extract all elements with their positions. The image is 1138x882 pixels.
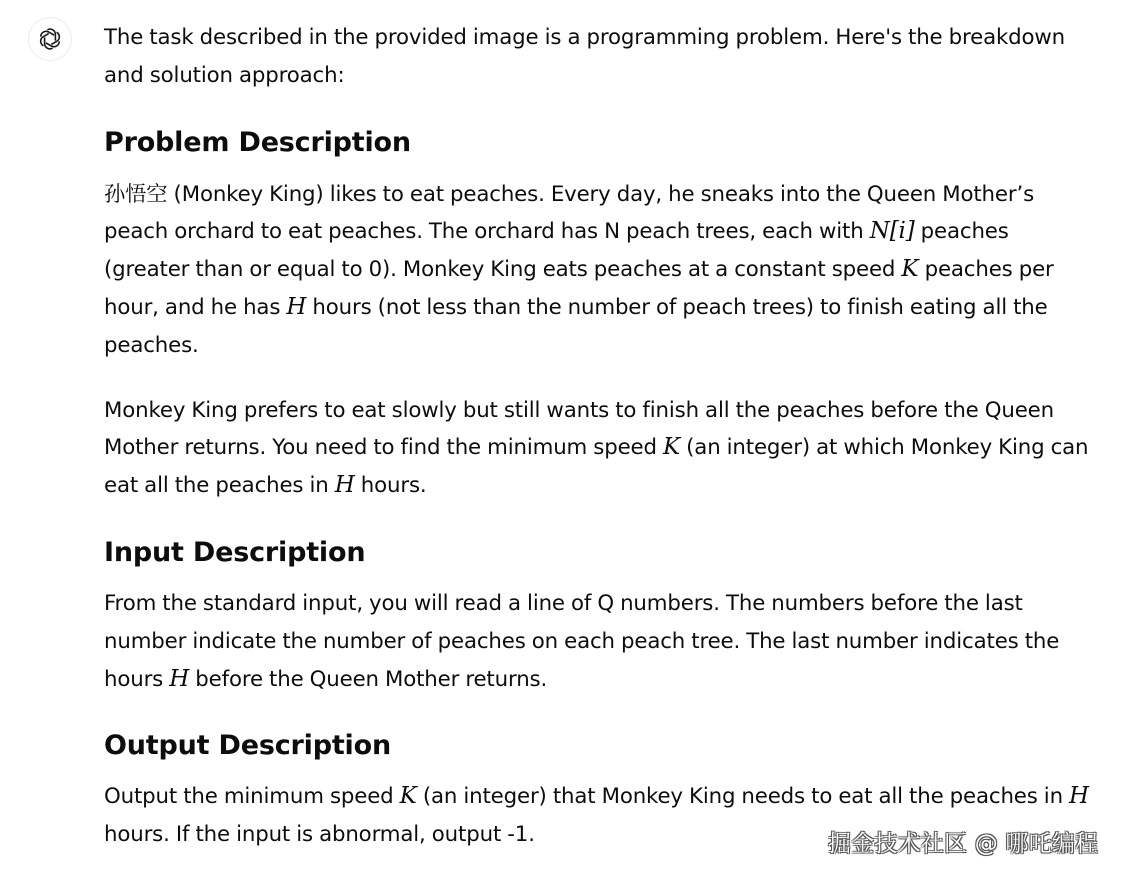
math-k: K bbox=[662, 434, 681, 461]
math-h: H bbox=[334, 472, 355, 499]
math-n-i: N[i] bbox=[869, 218, 915, 245]
problem-paragraph-1 bbox=[104, 176, 1094, 365]
text-run: (an integer) that Monkey King needs to eat all the peaches in bbox=[416, 784, 1070, 810]
openai-logo-icon bbox=[37, 26, 63, 52]
math-h: H bbox=[1069, 783, 1089, 810]
assistant-message bbox=[104, 19, 1094, 854]
text-run: hours. bbox=[354, 473, 427, 499]
math-k: K bbox=[901, 256, 919, 283]
heading-problem-description: Problem Description bbox=[104, 126, 411, 158]
text-run: peaches per hour, and he has bbox=[104, 257, 1054, 320]
heading-input-description: Input Description bbox=[104, 536, 366, 568]
heading-output-description: Output Description bbox=[104, 730, 391, 762]
assistant-avatar bbox=[28, 17, 72, 61]
text-run: Monkey King prefers to eat slowly but still wants to finish all the peaches before the Queen Mother returns. You need to find the minimum speed bbox=[104, 397, 1054, 461]
text-run: Output the minimum speed bbox=[104, 784, 400, 810]
text-run: before the Queen Mother returns. bbox=[189, 666, 548, 692]
math-h: H bbox=[286, 293, 307, 320]
text-run: peaches (greater than or equal to 0). Monkey King eats peaches at a constant speed bbox=[104, 219, 1009, 283]
math-h: H bbox=[169, 665, 190, 692]
message-intro: The task described in the provided image is a programming problem. Here's the breakdown and solution approach: bbox=[104, 25, 1066, 88]
text-run: (an integer) at which Monkey King can eat all the peaches in bbox=[104, 435, 1089, 499]
text-run: From the standard input, you will read a line of Q numbers. The numbers before the last number indicate the number of peaches on each peach tree. The last number indicates the hours bbox=[104, 590, 1060, 692]
text-run: 孙悟空 (Monkey King) likes to eat peaches. Every day, he sneaks into the Queen Mother’s peach orchard to eat peaches. The orchard has N peach trees, each with bbox=[104, 181, 1035, 245]
text-run: hours. If the input is abnormal, output -1. bbox=[104, 822, 535, 848]
watermark: 掘金技术社区 @ 哪吒编程 bbox=[828, 831, 1099, 857]
problem-paragraph-2 bbox=[104, 392, 1094, 505]
input-paragraph bbox=[104, 585, 1094, 698]
text-run: hours (not less than the number of peach trees) to finish eating all the peaches. bbox=[104, 294, 1048, 358]
math-k: K bbox=[399, 783, 417, 810]
